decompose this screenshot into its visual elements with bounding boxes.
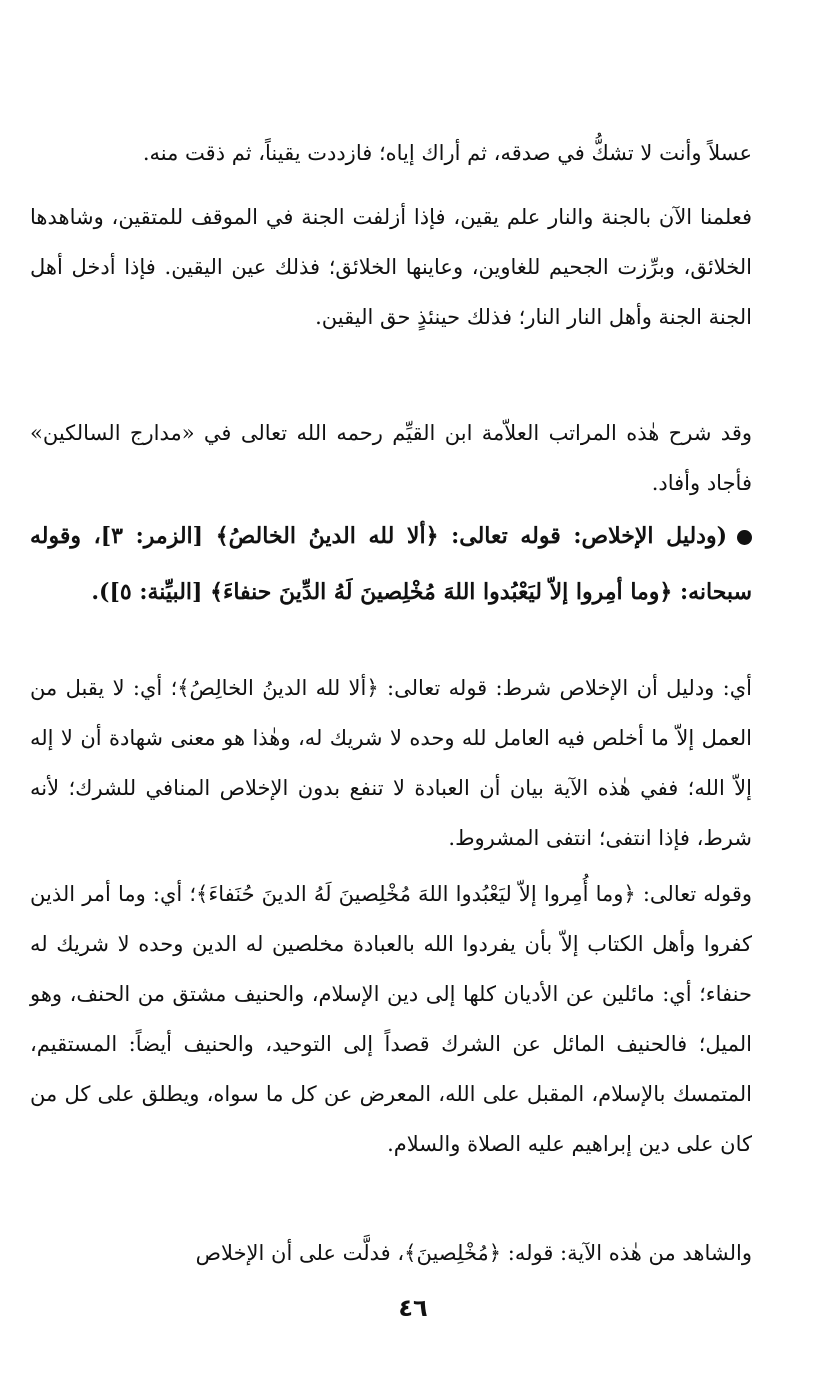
matn-ikhlas-evidence: (ودليل الإخلاص: قوله تعالى: ﴿ألا لله الدينُ الخالصُ﴾ [الزمر: ٣]، وقوله سبحانه: ﴿وما أمِروا إلاّ ليَعْبُدوا اللهَ مُخْلِصينَ لَهُ الدِّينَ حنفاءَ﴾ [البيِّنة: ٥]).: [30, 523, 752, 605]
paragraph-witness: والشاهد من هٰذه الآية: قوله: ﴿مُخْلِصينَ﴾، فدلَّت على أن الإخلاص: [195, 1241, 752, 1265]
paragraph-certainty-levels: فعلمنا الآن بالجنة والنار علم يقين، فإذا أزلفت الجنة في الموقف للمتقين، وشاهدها الخلائق، وبرِّزت الجحيم للغاوين، وعاينها الخلائق؛ فذلك عين اليقين. فإذا أدخل أهل الجنة الجنة وأهل النار النار؛ فذلك حينئذٍ حق اليقين.: [30, 205, 752, 329]
bullet-icon: [737, 530, 752, 545]
paragraph-hunafa-explanation: وقوله تعالى: ﴿وما أُمِروا إلاّ ليَعْبُدوا اللهَ مُخْلِصينَ لَهُ الدينَ حُنَفاءَ﴾؛ أي: وما أمر الذين كفروا وأهل الكتاب إلاّ بأن يفردوا الله بالعبادة مخلصين له الدين وحده لا شريك له حنفاء؛ أي: مائلين عن الأديان كلها إلى دين الإسلام، والحنيف مشتق من الحنف، وهو الميل؛ فالحنيف المائل عن الشرك قصداً إلى التوحيد، والحنيف أيضاً: المستقيم، المتمسك بالإسلام، المقبل على الله، المعرض عن كل ما سواه، ويطلق على كل من كان على دين إبراهيم عليه الصلاة والسلام.: [30, 882, 752, 1156]
paragraph-madarij-reference: وقد شرح هٰذه المراتب العلاّمة ابن القيِّم رحمه الله تعالى في «مدارج السالكين» فأجاد وأفاد.: [30, 421, 752, 495]
paragraph-ikhlas-condition: أي: ودليل أن الإخلاص شرط: قوله تعالى: ﴿ألا لله الدينُ الخالِصُ﴾؛ أي: لا يقبل من العمل إلاّ ما أخلص فيه العامل لله وحده لا شريك له، وهٰذا هو معنى شهادة أن لا إله إلاّ الله؛ ففي هٰذه الآية بيان أن العبادة لا تنفع بدون الإخلاص المنافي للشرك؛ لأنه شرط، فإذا انتفى؛ انتفى المشروط.: [30, 676, 752, 850]
paragraph-continuation: عسلاً وأنت لا تشكُّ في صدقه، ثم أراك إياه؛ فازددت يقيناً، ثم ذقت منه.: [142, 141, 752, 165]
page-number: ٤٦: [398, 1294, 428, 1322]
